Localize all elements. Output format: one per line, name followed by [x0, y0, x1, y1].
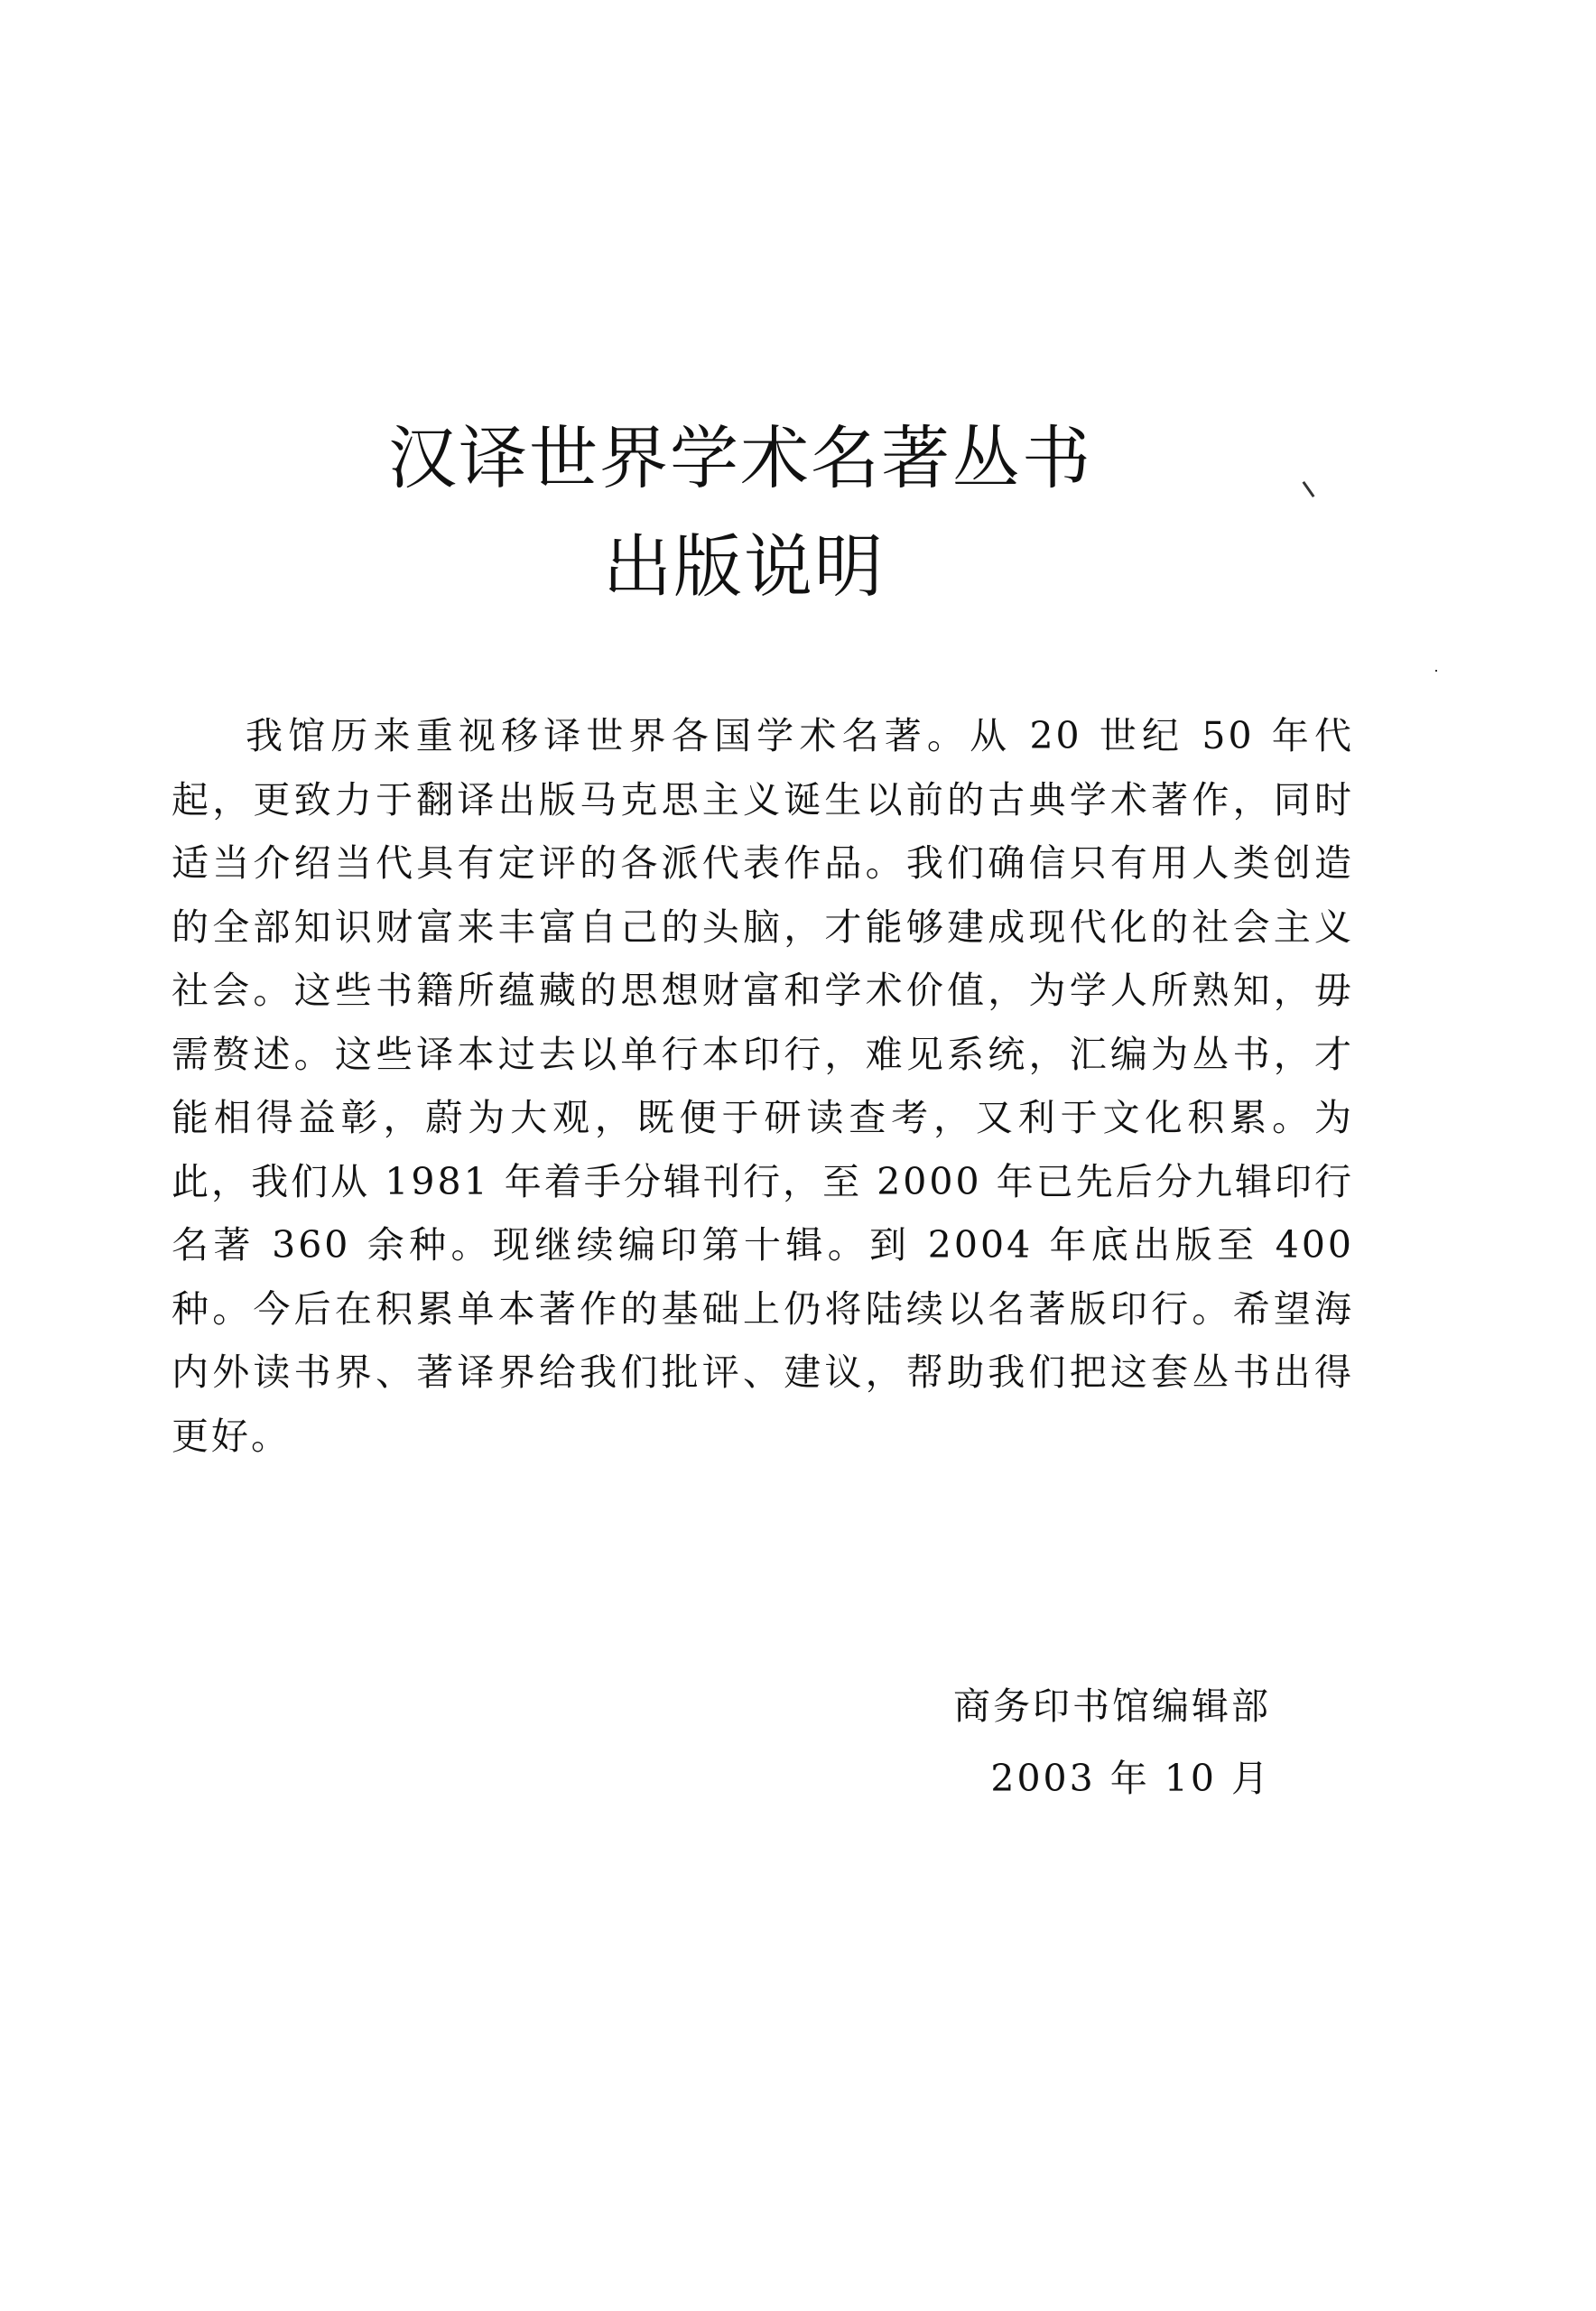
scan-dot	[1435, 670, 1437, 672]
publisher-signature: 商务印书馆编辑部	[953, 1685, 1271, 1728]
signature-date: 2003 年 10 月	[990, 1757, 1271, 1800]
series-title: 汉译世界学术名著丛书	[388, 418, 1092, 498]
section-title: 出版说明	[603, 526, 885, 607]
publication-note-paragraph: 我馆历来重视移译世界各国学术名著。从 20 世纪 50 年代起，更致力于翻译出版马克思主义诞生以前的古典学术著作，同时适当介绍当代具有定评的各派代表作品。我们确信只有用人类创造的全部知识财富来丰富自己的头脑，才能够建成现代化的社会主义社会。这些书籍所蕴藏的思想财富和学术价值，为学人所熟知，毋需赘述。这些译本过去以单行本印行，难见系统，汇编为丛书，才能相得益彰，蔚为大观，既便于研读查考，又利于文化积累。为此，我们从 1981 年着手分辑刊行，至 2000 年已先后分九辑印行名著 360 余种。现继续编印第十辑。到 2004 年底出版至 400 种。今后在积累单本著作的基础上仍将陆续以名著版印行。希望海内外读书界、著译界给我们批评、建议，帮助我们把这套丛书出得更好。	[172, 714, 1354, 1458]
